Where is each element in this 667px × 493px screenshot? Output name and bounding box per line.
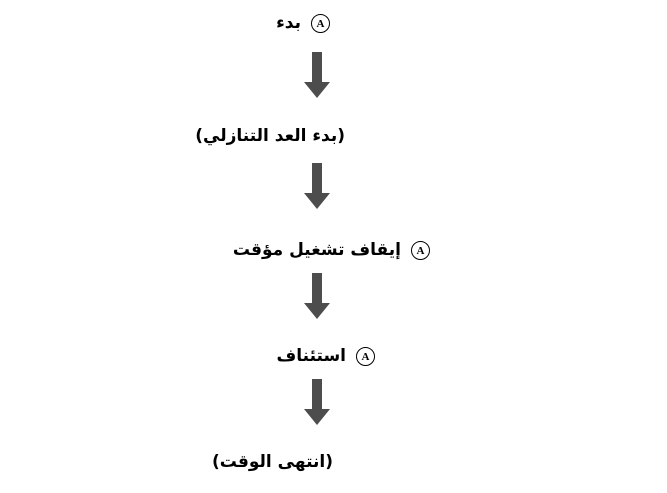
flow-step bbox=[212, 454, 333, 471]
flow-step bbox=[276, 14, 330, 33]
flow-arrow bbox=[304, 52, 330, 98]
flow-step bbox=[233, 241, 430, 260]
arrow-shaft bbox=[312, 273, 322, 303]
flow-arrow bbox=[304, 273, 330, 319]
arrow-shaft bbox=[312, 52, 322, 82]
circled-letter-a-icon: A bbox=[356, 347, 375, 366]
flow-arrow bbox=[304, 379, 330, 425]
circled-letter-a-icon: A bbox=[411, 241, 430, 260]
circled-letter-a-icon: A bbox=[311, 14, 330, 33]
flow-step-label: بدء bbox=[276, 13, 301, 33]
arrow-shaft bbox=[312, 379, 322, 409]
flow-arrow bbox=[304, 163, 330, 209]
arrow-head-icon bbox=[304, 82, 330, 98]
flow-step-label: (انتهى الوقت) bbox=[211, 452, 333, 472]
flow-step-label: إيقاف تشغيل مؤقت bbox=[232, 240, 401, 260]
arrow-shaft bbox=[312, 163, 322, 193]
flow-step-label: (بدء العد التنازلي) bbox=[195, 126, 345, 146]
flow-step bbox=[277, 347, 376, 366]
flow-step bbox=[195, 128, 345, 145]
arrow-head-icon bbox=[304, 303, 330, 319]
flow-step-label: استئناف bbox=[276, 346, 346, 366]
arrow-head-icon bbox=[304, 409, 330, 425]
arrow-head-icon bbox=[304, 193, 330, 209]
